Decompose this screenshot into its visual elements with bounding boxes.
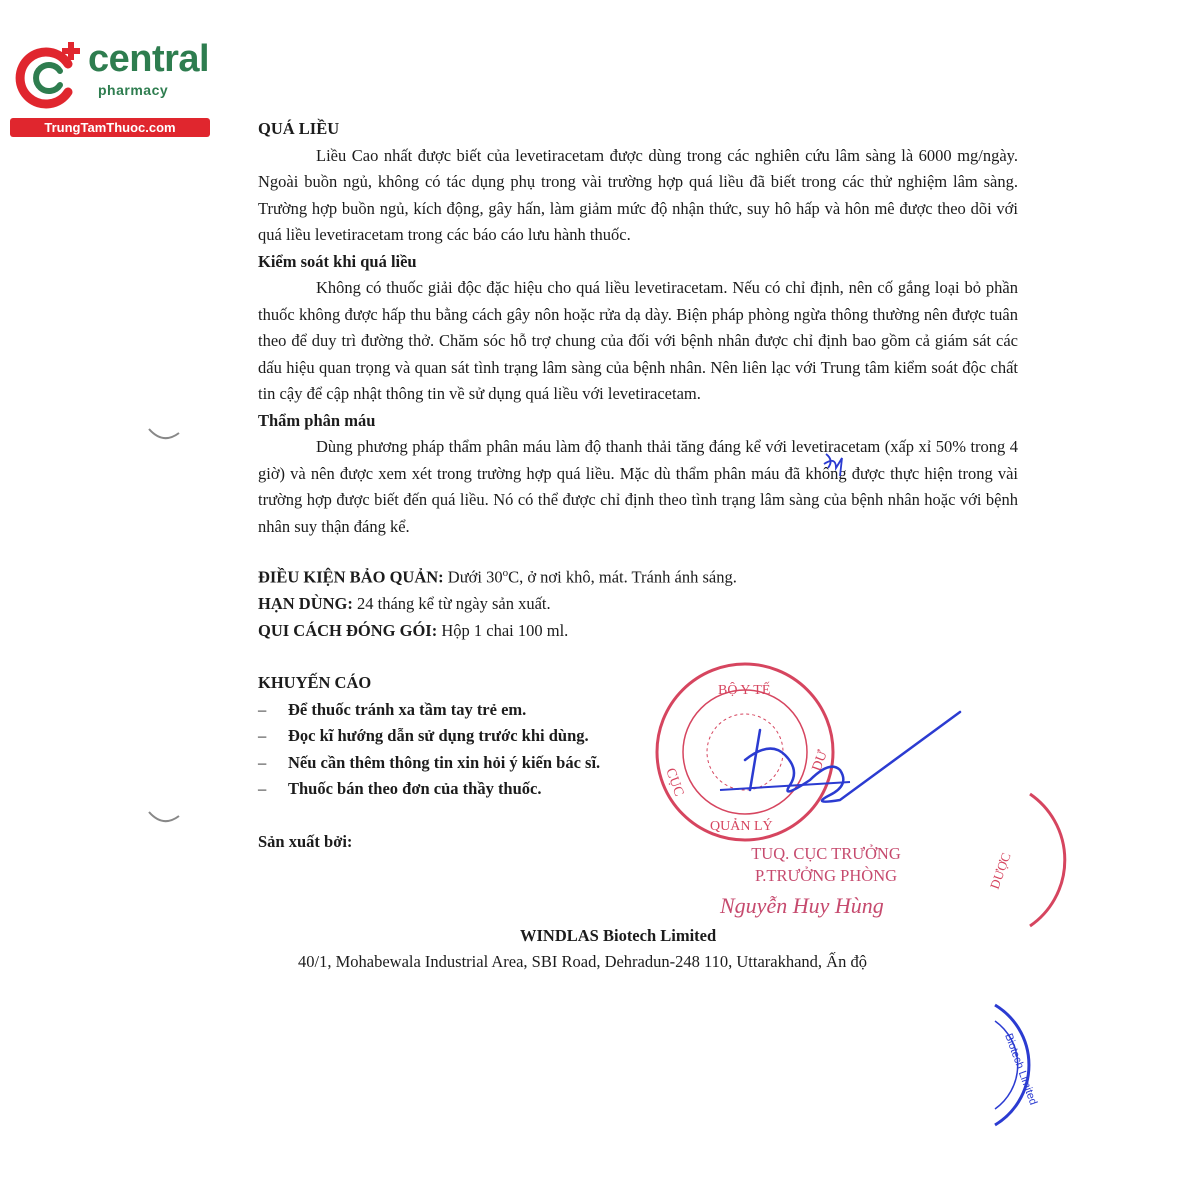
packaging-label: QUI CÁCH ĐÓNG GÓI: xyxy=(258,620,438,640)
logo-brand: central xyxy=(88,38,210,80)
packaging-line xyxy=(258,618,1018,645)
signer-title xyxy=(726,843,926,887)
handwritten-mark-icon xyxy=(820,450,850,480)
advice-dash: – xyxy=(258,726,267,745)
expiry-line xyxy=(258,591,1018,618)
packaging-value: Hộp 1 chai 100 ml. xyxy=(437,620,569,640)
signer-line-2: P.TRƯỞNG PHÒNG xyxy=(754,866,898,885)
expiry-value: 24 tháng kể từ ngày sản xuất. xyxy=(352,594,551,613)
signer-name: Nguyễn Huy Hùng xyxy=(720,893,884,918)
pharmacy-logo xyxy=(10,38,215,138)
stamp-left-text: CỤC xyxy=(662,766,687,799)
signer-line-1: TUQ. CỤC TRƯỞNG xyxy=(751,844,901,863)
storage-label: ĐIỀU KIỆN BẢO QUẢN: xyxy=(258,567,444,587)
advice-dash: – xyxy=(258,752,267,772)
storage-value-pre: Dưới 30 xyxy=(443,567,503,587)
overdose-paragraph: Liều Cao nhất được biết của levetiracetam được dùng trong các nghiên cứu lâm sàng là 6000 mg/ngày. Ngoài buồn ngủ, không có tác dụng phụ trong vài trường hợp quá liều đã biết trong các thử nghiệm lâm sàng. Trường hợp buồn ngủ, kích động, gây hấn, làm giảm mức độ nhận thức, suy hô hấp và hôn mê được theo dõi với quá liều levetiracetam trong các báo cáo lưu hành thuốc. xyxy=(258,145,1018,244)
company-stamp-text: Biotech Limited xyxy=(1002,1031,1040,1107)
signature-icon xyxy=(690,700,970,820)
logo-sub: pharmacy xyxy=(98,82,169,98)
manufacturer-address: 40/1, Mohabewala Industrial Area, SBI Road, Dehradun-248 110, Uttarakhand, Ấn độ xyxy=(298,952,867,971)
company-stamp-icon xyxy=(975,995,1065,1135)
dialysis-paragraph: Dùng phương pháp thẩm phân máu làm độ thanh thải tăng đáng kể với levetiracetam (xấp xỉ 50% trong 4 giờ) và nên được xem xét trong trường hợp quá liều. Mặc dù thẩm phân máu đã không được thực hiện trong vài trường hợp được biết đến quá liều. Nó có thể được chỉ định theo tình trạng lâm sàng của bệnh nhân hoặc với bệnh nhân suy thận đáng kể. xyxy=(258,437,1018,536)
advice-dash: – xyxy=(258,699,267,719)
partial-stamp-text: DƯỢC xyxy=(986,850,1014,892)
logo-mark-icon xyxy=(10,38,90,118)
advice-item-text: Nếu cần thêm thông tin xin hỏi ý kiến bác sĩ. xyxy=(288,752,601,772)
control-paragraph: Không có thuốc giải độc đặc hiệu cho quá liều levetiracetam. Nếu có chỉ định, nên cố gắng loại bỏ phần thuốc không được hấp thu bằng cách gây nôn hoặc rửa dạ dày. Biện pháp phòng ngừa thông thường nên được tuân theo để duy trì đường thở. Chăm sóc hỗ trợ chung của đối với bệnh nhân được chỉ định bao gồm cả giám sát các dấu hiệu quan trọng và quan sát tình trạng lâm sàng của bệnh nhân. Nên liên lạc với Trung tâm kiểm soát độc chất tin cậy để cập nhật thông tin về sử dụng quá liều với levetiracetam. xyxy=(258,278,1018,403)
advice-heading: KHUYẾN CÁO xyxy=(258,673,372,692)
punch-hole-mark-icon xyxy=(145,425,185,445)
advice-dash: – xyxy=(258,779,267,798)
stamp-top-text: BỘ Y TẾ xyxy=(718,683,771,698)
punch-hole-mark-icon xyxy=(145,808,185,828)
advice-item-text: Để thuốc tránh xa tầm tay trẻ em. xyxy=(288,699,527,719)
manufacturer-label: Sản xuất bởi: xyxy=(258,831,353,851)
overdose-heading: QUÁ LIỀU xyxy=(258,119,340,138)
partial-stamp-icon xyxy=(986,790,1040,930)
storage-value-post: C, ở nơi khô, mát. Tránh ánh sáng. xyxy=(508,567,737,587)
control-heading: Kiểm soát khi quá liều xyxy=(258,251,417,271)
advice-item-text: Thuốc bán theo đơn của thầy thuốc. xyxy=(288,779,542,798)
stamp-bottom-text: QUẢN LÝ xyxy=(710,819,773,834)
expiry-label: HẠN DÙNG: xyxy=(258,594,353,613)
dialysis-heading: Thẩm phân máu xyxy=(258,410,376,430)
manufacturer-company: WINDLAS Biotech Limited xyxy=(520,926,717,945)
logo-site-url: TrungTamThuoc.com xyxy=(10,118,210,137)
storage-line xyxy=(258,560,1018,591)
storage-degree: o xyxy=(502,567,509,579)
advice-item-text: Đọc kĩ hướng dẫn sử dụng trước khi dùng. xyxy=(288,726,589,745)
stamp-right-text: DƯ xyxy=(809,748,831,774)
